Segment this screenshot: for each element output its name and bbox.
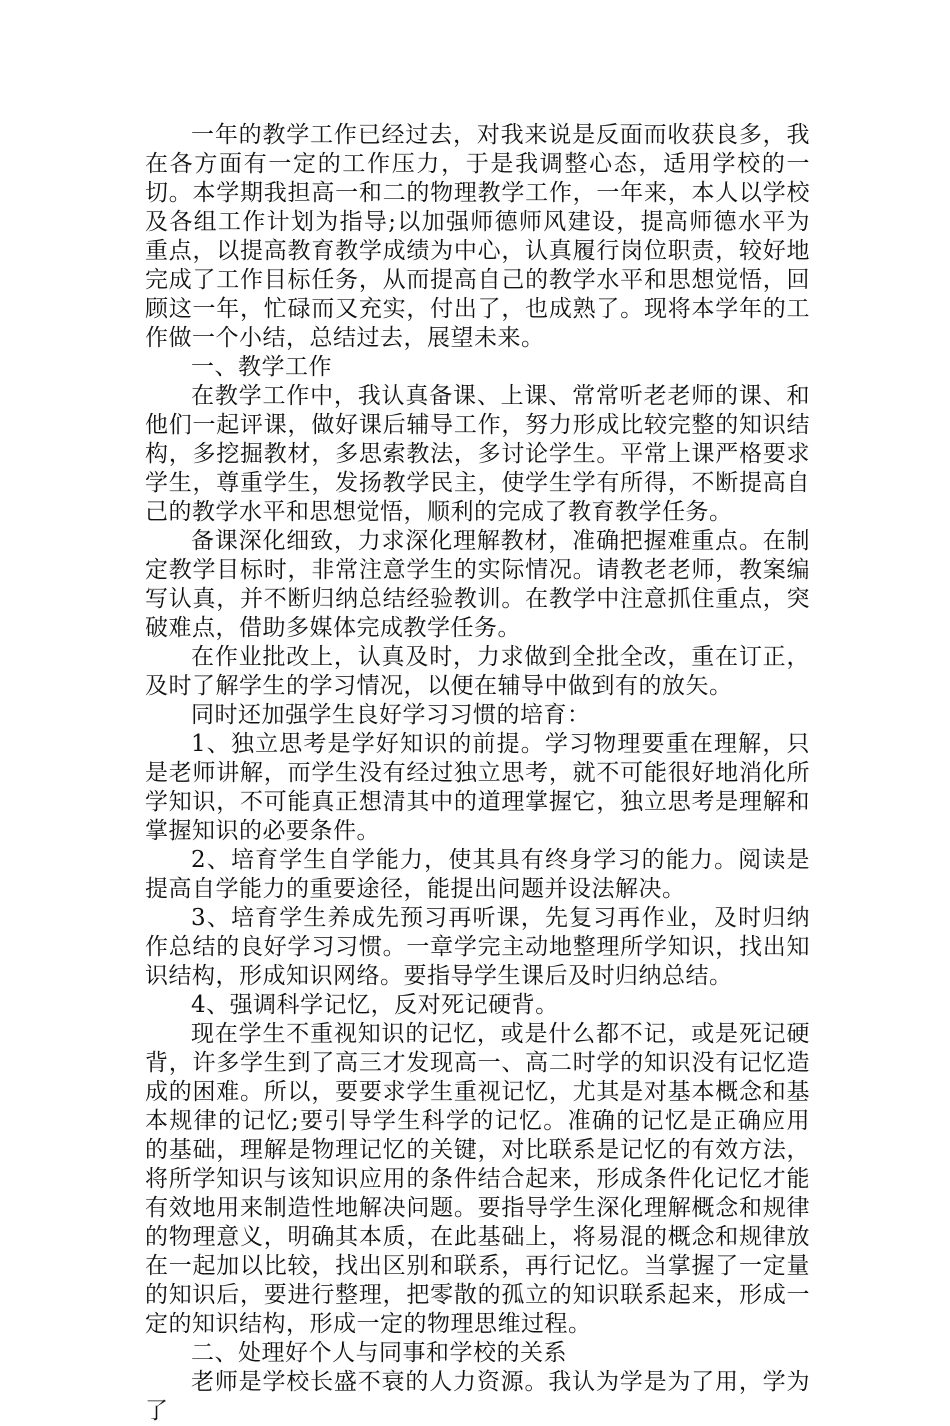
paragraph-homework-correction: 在作业批改上，认真及时，力求做到全批全改，重在订正，及时了解学生的学习情况，以便在辅导中做到有的放矢。 <box>145 644 810 699</box>
section-heading-teaching-work: 一、教学工作 <box>191 354 332 380</box>
list-item-preview-review: 3、培育学生养成先预习再听课，先复习再作业，及时归纳作总结的良好学习习惯。一章学完主动地整理所学知识，找出知识结构，形成知识网络。要指导学生课后及时归纳总结。 <box>145 905 810 989</box>
paragraph-teacher-resource: 老师是学校长盛不衰的人力资源。我认为学是为了用，学为了 <box>145 1369 810 1424</box>
intro-paragraph: 一年的教学工作已经过去，对我来说是反面而收获良多，我在各方面有一定的工作压力，于是我调整心态，适用学校的一切。本学期我担高一和二的物理教学工作，一年来，本人以学校及各组工作计划为指导;以加强师德师风建设，提高师德水平为重点，以提高教育教学成绩为中心，认真履行岗位职责，较好地完成了工作目标任务，从而提高自己的教学水平和思想觉悟，回顾这一年，忙碌而又充实，付出了，也成熟了。现将本学年的工作做一个小结，总结过去，展望未来。 <box>145 122 810 351</box>
paragraph-memory-discussion: 现在学生不重视知识的记忆，或是什么都不记，或是死记硬背，许多学生到了高三才发现高一、高二时学的知识没有记忆造成的困难。所以，要要求学生重视记忆，尤其是对基本概念和基本规律的记忆;要引导学生科学的记忆。准确的记忆是正确应用的基础，理解是物理记忆的关键，对比联系是记忆的有效方法，将所学知识与该知识应用的条件结合起来，形成条件化记忆才能有效地用来制造性地解决问题。要指导学生深化理解概念和规律的物理意义，明确其本质，在此基础上，将易混的概念和规律放在一起加以比较，找出区别和联系，再行记忆。当掌握了一定量的知识后，要进行整理，把零散的孤立的知识联系起来，形成一定的知识结构，形成一定的物理思维过程。 <box>145 1021 810 1337</box>
section-heading-relationships: 二、处理好个人与同事和学校的关系 <box>191 1340 567 1366</box>
list-item-independent-thinking: 1、独立思考是学好知识的前提。学习物理要重在理解，只是老师讲解，而学生没有经过独立思考，就不可能很好地消化所学知识，不可能真正想清其中的道理掌握它，独立思考是理解和掌握知识的必要条件。 <box>145 731 810 844</box>
document-body <box>145 121 810 1426</box>
paragraph-teaching-work: 在教学工作中，我认真备课、上课、常常听老老师的课、和他们一起评课，做好课后辅导工作，努力形成比较完整的知识结构，多挖掘教材，多思索教法，多讨论学生。平常上课严格要求学生，尊重学生，发扬教学民主，使学生学有所得，不断提高自己的教学水平和思想觉悟，顺利的完成了教育教学任务。 <box>145 383 810 525</box>
paragraph-study-habits-intro: 同时还加强学生良好学习习惯的培育： <box>191 702 591 728</box>
paragraph-lesson-preparation: 备课深化细致，力求深化理解教材，准确把握难重点。在制定教学目标时，非常注意学生的实际情况。请教老老师，教案编写认真，并不断归纳总结经验教训。在教学中注意抓住重点，突破难点，借助多媒体完成教学任务。 <box>145 528 810 641</box>
list-item-scientific-memory: 4、强调科学记忆，反对死记硬背。 <box>191 992 559 1018</box>
list-item-self-study: 2、培育学生自学能力，使其具有终身学习的能力。阅读是提高自学能力的重要途径，能提出问题并设法解决。 <box>145 847 810 902</box>
